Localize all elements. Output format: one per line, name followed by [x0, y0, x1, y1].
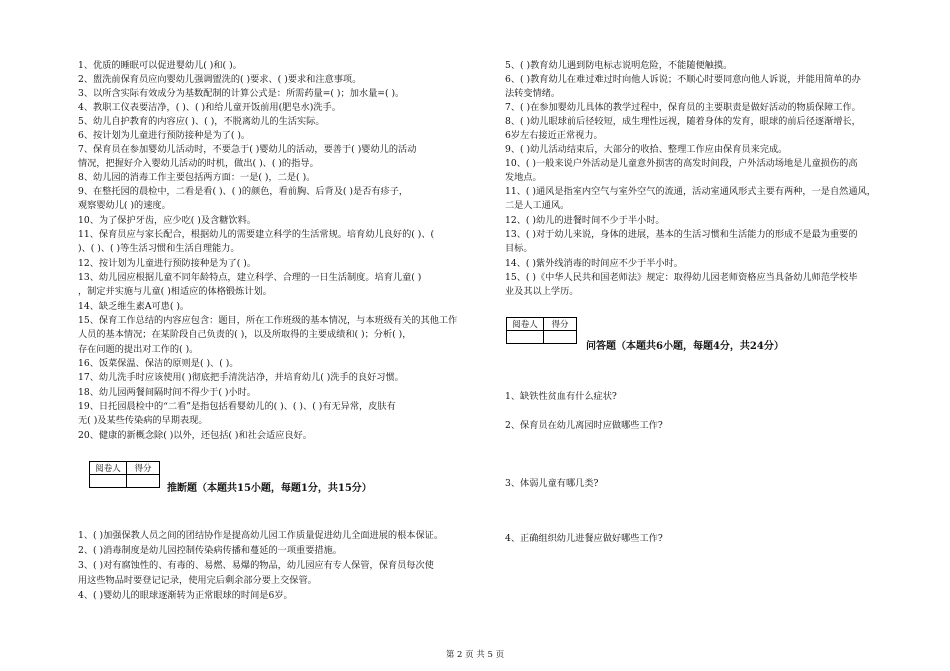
fill-question-line: 19、日托园晨检中的“二看”是指包括看婴幼儿的( )、( )、( )有无异常，皮肤有	[78, 401, 396, 412]
judge-question-line: 用这些物品时要登记记录，使用完后剩余部分要上交保管。	[78, 575, 317, 586]
score-label: 得分	[544, 318, 577, 331]
qa-question: 1、缺铁性贫血有什么症状?	[505, 391, 617, 402]
judge-question-line: 4、( )婴幼儿的眼球逐渐转为正常眼球的时间是6岁。	[78, 590, 293, 601]
judge-question-line: 12、( )幼儿的进餐时间不少于半小时。	[505, 215, 665, 226]
fill-question-line: 17、幼儿洗手时应该使用( )彻底把手清洗洁净，并培育幼儿( )洗手的良好习惯。	[78, 372, 404, 383]
judge-question-line: 5、( )教育幼儿遇到防电标志说明危险，不能随便触摸。	[505, 60, 733, 71]
judge-question-line: 1、( )加强保教人员之间的团结协作是提高幼儿园工作质量促进幼儿全面进展的根本保证。	[78, 530, 444, 541]
judge-question-line: 14、( )紫外线消毒的时间应不少于半小时。	[505, 258, 683, 269]
fill-question-line: 6、按计划为儿童进行预防接种是为了( )。	[78, 130, 251, 141]
grader-score-box	[506, 317, 577, 344]
judge-question-line: 6岁左右接近正常视力。	[505, 130, 603, 141]
judge-question-line: 法转变情绪。	[505, 88, 561, 99]
grader-cell	[507, 331, 544, 344]
fill-question-line: 2、盥洗前保育员应向婴幼儿强调盥洗的( )要求、( )要求和注意事项。	[78, 74, 362, 85]
fill-question-line: 人员的基本情况；在某阶段自己负责的( )，以及所取得的主要成绩和( )；分析( )，	[78, 329, 412, 340]
fill-question-line: 18、幼儿园两餐间隔时间不得少于( )小时。	[78, 387, 256, 398]
judge-question-line: 13、( )对于幼儿来说，身体的进展，基本的生活习惯和生活能力的形成不是最为重要的	[505, 229, 858, 240]
fill-question-line: 9、在整托园的晨检中，二看是看( )、( )的颜色，看前胸、后背及( )是否有疹子，	[78, 186, 409, 197]
fill-question-line: )、( )、( )等生活习惯和生活自理能力。	[78, 243, 240, 254]
fill-question-line: 7、保育员在参加婴幼儿活动时，不要急于( )婴幼儿的活动，要善于( )婴幼儿的活动	[78, 144, 417, 155]
fill-question-line: 16、饭菜保温、保洁的原则是( )、( )。	[78, 358, 239, 369]
grader-label: 阅卷人	[90, 462, 127, 475]
score-label: 得分	[127, 462, 160, 475]
fill-question-line: 15、保育工作总结的内容应包含：题目，所在工作班级的基本情况，与本班级有关的其他工作	[78, 315, 458, 326]
judge-section-title: 推断题（本题共15小题，每题1分，共15分）	[167, 483, 372, 494]
fill-question-line: 无( )及某些传染病的早期表现。	[78, 415, 208, 426]
page-number: 第 2 页 共 5 页	[445, 650, 505, 660]
judge-question-line: 二是人工通风。	[505, 200, 570, 211]
score-cell	[127, 475, 160, 488]
fill-question-line: ，制定并实施与儿童( )相适应的体格锻炼计划。	[78, 286, 272, 297]
fill-question-line: 8、幼儿园的消毒工作主要包括两方面：一是( )，二是( )。	[78, 172, 316, 183]
judge-question-line: 8、( )幼儿眼球前后径较短，成生理性远视，随着身体的发育，眼球的前后径逐渐增长，	[505, 116, 861, 127]
judge-question-line: 6、( )教育幼儿在难过难过时向他人诉说；不顺心时要同意向他人诉说，并能用简单的办	[505, 74, 861, 85]
fill-question-line: 13、幼儿园应根据儿童不同年龄特点，建立科学、合理的一日生活制度。培育儿童( )	[78, 272, 422, 283]
fill-question-line: 12、按计划为儿童进行预防接种是为了( )。	[78, 258, 256, 269]
fill-question-line: 14、缺乏维生素A可患( )。	[78, 301, 190, 312]
judge-question-line: 发地点。	[505, 172, 542, 183]
judge-question-line: 目标。	[505, 243, 533, 254]
score-cell	[544, 331, 577, 344]
fill-question-line: 20、健康的新概念除( )以外，还包括( )和社会适应良好。	[78, 430, 312, 441]
judge-question-line: 11、( )通风是指室内空气与室外空气的流通，活动室通风形式主要有两种，一是自然通风，	[505, 186, 876, 197]
fill-question-line: 1、优质的睡眠可以促进婴幼儿( )和( )。	[78, 60, 242, 71]
fill-question-line: 情况，把握好介入婴幼儿活动的时机，做出( )、( )的指导。	[78, 158, 319, 169]
judge-question-line: 9、( )幼儿活动结束后，大部分的收拾、整理工作应由保育员来完成。	[505, 144, 788, 155]
qa-section-title: 问答题（本题共6小题，每题4分，共24分）	[586, 341, 784, 352]
qa-question: 4、正确组织幼儿进餐应做好哪些工作?	[505, 533, 663, 544]
judge-question-line: 7、( )在参加婴幼儿具体的教学过程中，保育员的主要职责是做好活动的物质保障工作。	[505, 102, 861, 113]
fill-question-line: 10、为了保护牙齿，应少吃( )及含糖饮料。	[78, 215, 256, 226]
grader-label: 阅卷人	[507, 318, 544, 331]
qa-question: 2、保育员在幼儿离园时应做哪些工作?	[505, 420, 663, 431]
fill-question-line: 观察婴幼儿( )的速度。	[78, 200, 171, 211]
judge-question-line: 业及其以上学历。	[505, 286, 579, 297]
fill-question-line: 存在问题的提出对工作的( )。	[78, 344, 199, 355]
judge-question-line: 2、( )消毒制度是幼儿园控制传染病传播和蔓延的一项重要措施。	[78, 545, 342, 556]
qa-question: 3、体弱儿童有哪几类?	[505, 478, 599, 489]
fill-question-line: 3、以所含实际有效成分为基数配制的计算公式是：所需药量=( )；加水量=( )。	[78, 88, 405, 99]
fill-question-line: 5、幼儿自护教育的内容应( )、( )，不脱离幼儿的生活实际。	[78, 116, 325, 127]
judge-question-line: 15、( )《中华人民共和国老师法》规定：取得幼儿园老师资格应当具备幼儿师范学校毕	[505, 272, 858, 283]
judge-question-line: 10、( )一般来说户外活动是儿童意外损害的高发时间段，户外活动场地是儿童损伤的高	[505, 158, 858, 169]
fill-question-line: 4、教职工仪表要洁净，( )、( )和给儿童开饭前用(肥皂水)洗手。	[78, 102, 341, 113]
grader-score-box	[89, 461, 160, 488]
grader-cell	[90, 475, 127, 488]
judge-question-line: 3、( )对有腐蚀性的、有毒的、易燃、易爆的物品，幼儿园应有专人保管，保育员每次使	[78, 560, 434, 571]
fill-question-line: 11、保育员应与家长配合，根据幼儿的需要建立科学的生活常规。培育幼儿良好的( )、(	[78, 229, 435, 240]
